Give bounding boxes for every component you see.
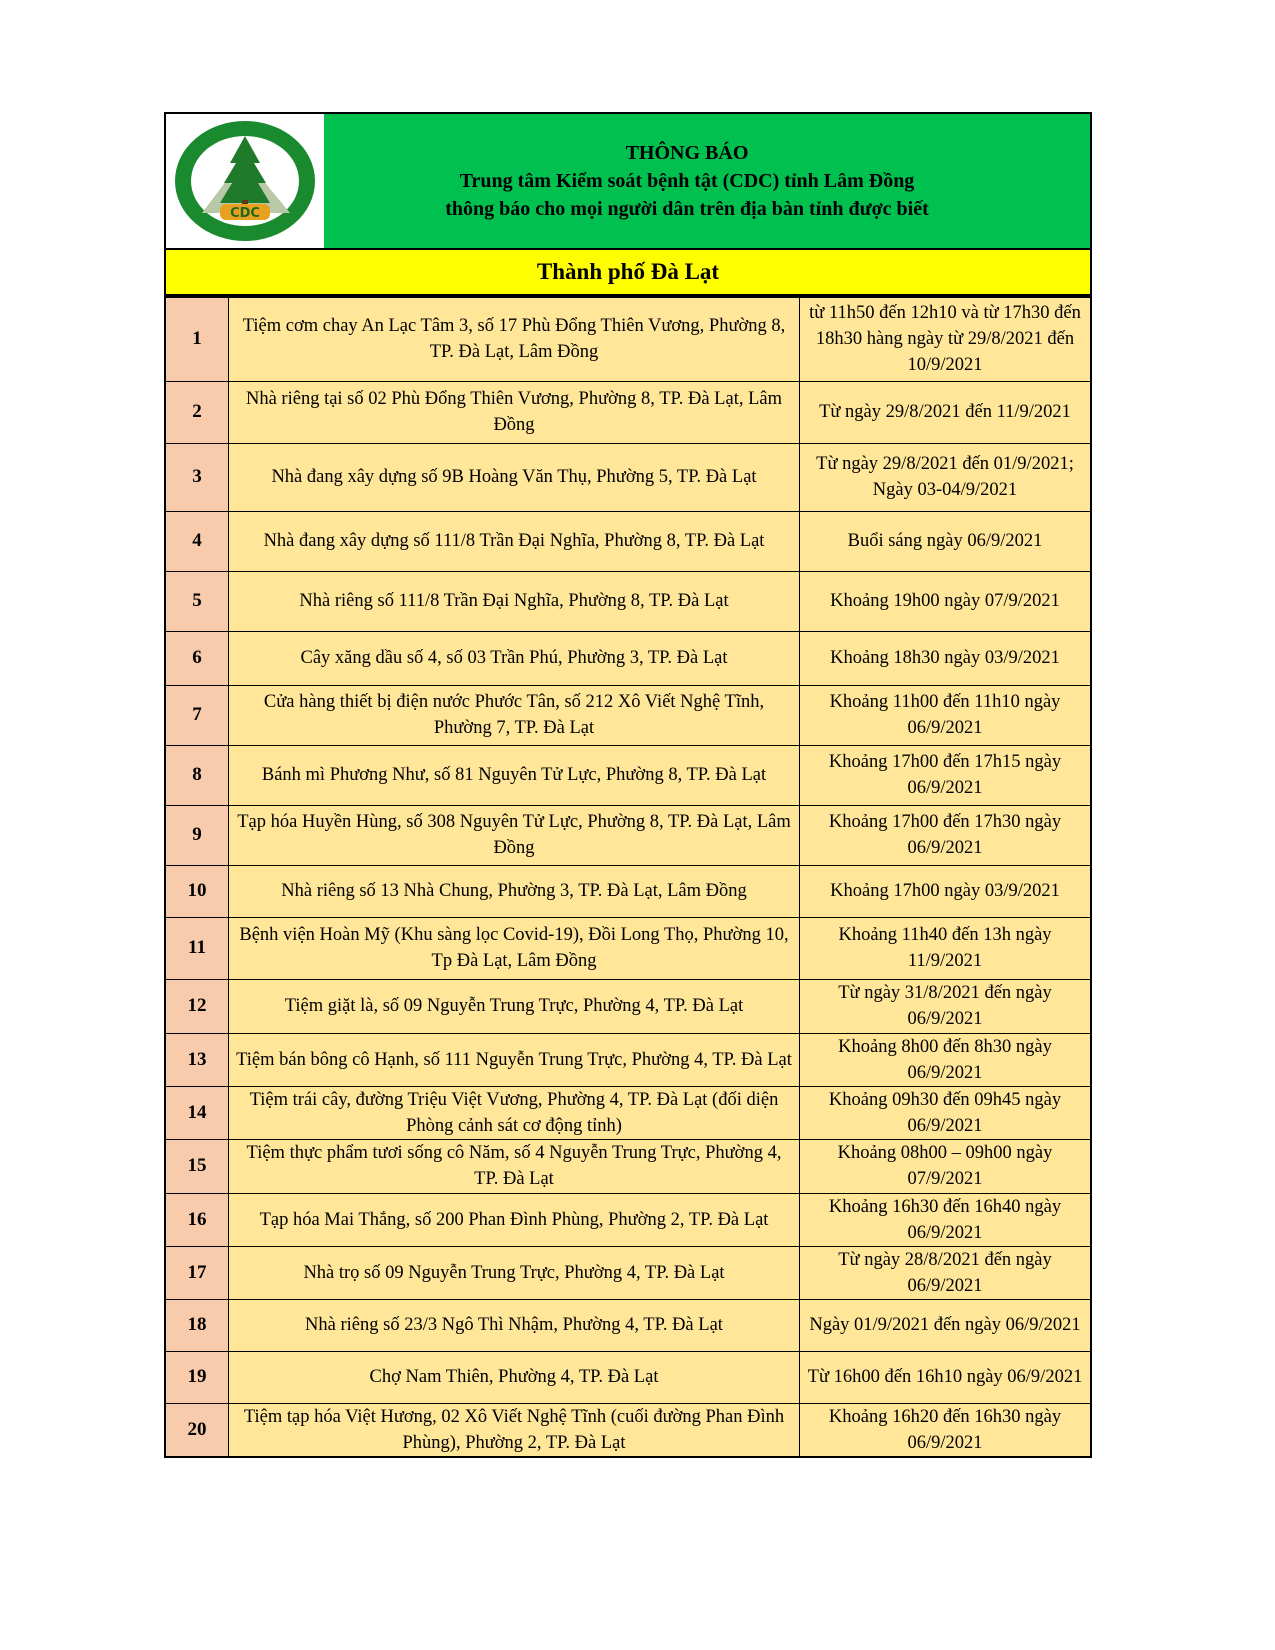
header-title-block <box>324 114 1090 248</box>
row-time: Từ ngày 28/8/2021 đến ngày 06/9/2021 <box>800 1246 1092 1299</box>
table-row <box>165 865 1091 917</box>
row-location: Tiệm giặt là, số 09 Nguyễn Trung Trực, Phường 4, TP. Đà Lạt <box>229 979 800 1033</box>
row-location: Nhà đang xây dựng số 9B Hoàng Văn Thụ, Phường 5, TP. Đà Lạt <box>229 443 800 511</box>
row-time: Khoảng 17h00 ngày 03/9/2021 <box>800 865 1092 917</box>
row-number: 7 <box>165 685 229 745</box>
row-time: Từ ngày 31/8/2021 đến ngày 06/9/2021 <box>800 979 1092 1033</box>
row-location: Nhà riêng số 111/8 Trần Đại Nghĩa, Phường 8, TP. Đà Lạt <box>229 571 800 631</box>
row-time: Khoảng 16h30 đến 16h40 ngày 06/9/2021 <box>800 1193 1092 1246</box>
notice-title: THÔNG BÁO <box>625 142 749 164</box>
row-number: 9 <box>165 805 229 865</box>
row-location: Cây xăng dầu số 4, số 03 Trần Phú, Phường 3, TP. Đà Lạt <box>229 631 800 685</box>
row-number: 14 <box>165 1086 229 1139</box>
row-number: 1 <box>165 297 229 381</box>
row-location: Bệnh viện Hoàn Mỹ (Khu sàng lọc Covid-19), Đồi Long Thọ, Phường 10, Tp Đà Lạt, Lâm Đồng <box>229 917 800 979</box>
row-time: Khoảng 11h40 đến 13h ngày 11/9/2021 <box>800 917 1092 979</box>
row-number: 5 <box>165 571 229 631</box>
notice-sheet <box>164 112 1092 1458</box>
table-row <box>165 745 1091 805</box>
table-row <box>165 443 1091 511</box>
row-time: Khoảng 8h00 đến 8h30 ngày 06/9/2021 <box>800 1033 1092 1086</box>
svg-text:CDC: CDC <box>230 206 260 221</box>
row-time: Khoảng 11h00 đến 11h10 ngày 06/9/2021 <box>800 685 1092 745</box>
row-location: Cửa hàng thiết bị điện nước Phước Tân, số 212 Xô Viết Nghệ Tĩnh, Phường 7, TP. Đà Lạt <box>229 685 800 745</box>
row-time: Khoảng 08h00 – 09h00 ngày 07/9/2021 <box>800 1139 1092 1193</box>
row-location: Tiệm tạp hóa Việt Hương, 02 Xô Viết Nghệ Tĩnh (cuối đường Phan Đình Phùng), Phường 2, TP. Đà Lạt <box>229 1403 800 1457</box>
row-number: 6 <box>165 631 229 685</box>
row-number: 12 <box>165 979 229 1033</box>
section-title: Thành phố Đà Lạt <box>164 248 1092 296</box>
row-number: 8 <box>165 745 229 805</box>
row-time: từ 11h50 đến 12h10 và từ 17h30 đến 18h30 hàng ngày từ 29/8/2021 đến 10/9/2021 <box>800 297 1092 381</box>
row-time: Khoảng 17h00 đến 17h15 ngày 06/9/2021 <box>800 745 1092 805</box>
row-number: 18 <box>165 1299 229 1351</box>
row-time: Từ 16h00 đến 16h10 ngày 06/9/2021 <box>800 1351 1092 1403</box>
table-row <box>165 571 1091 631</box>
cdc-logo <box>166 114 324 248</box>
table-row <box>165 1403 1091 1457</box>
table-row <box>165 1193 1091 1246</box>
table-row <box>165 1139 1091 1193</box>
row-number: 11 <box>165 917 229 979</box>
row-location: Tạp hóa Huyền Hùng, số 308 Nguyên Tử Lực, Phường 8, TP. Đà Lạt, Lâm Đồng <box>229 805 800 865</box>
table-row <box>165 1086 1091 1139</box>
table-row <box>165 1299 1091 1351</box>
row-number: 10 <box>165 865 229 917</box>
row-location: Tiệm bán bông cô Hạnh, số 111 Nguyễn Trung Trực, Phường 4, TP. Đà Lạt <box>229 1033 800 1086</box>
row-number: 13 <box>165 1033 229 1086</box>
row-time: Khoảng 17h00 đến 17h30 ngày 06/9/2021 <box>800 805 1092 865</box>
locations-table <box>164 296 1092 1458</box>
table-row <box>165 917 1091 979</box>
table-row <box>165 297 1091 381</box>
notice-subtitle: Trung tâm Kiểm soát bệnh tật (CDC) tỉnh Lâm Đồng <box>459 170 915 192</box>
row-location: Bánh mì Phương Như, số 81 Nguyên Tử Lực, Phường 8, TP. Đà Lạt <box>229 745 800 805</box>
row-location: Tiệm thực phẩm tươi sống cô Năm, số 4 Nguyễn Trung Trực, Phường 4, TP. Đà Lạt <box>229 1139 800 1193</box>
table-row <box>165 805 1091 865</box>
row-time: Buổi sáng ngày 06/9/2021 <box>800 511 1092 571</box>
row-location: Tiệm trái cây, đường Triệu Việt Vương, Phường 4, TP. Đà Lạt (đối diện Phòng cảnh sát cơ động tỉnh) <box>229 1086 800 1139</box>
row-number: 4 <box>165 511 229 571</box>
table-row <box>165 511 1091 571</box>
row-location: Tạp hóa Mai Thắng, số 200 Phan Đình Phùng, Phường 2, TP. Đà Lạt <box>229 1193 800 1246</box>
row-number: 20 <box>165 1403 229 1457</box>
row-time: Khoảng 19h00 ngày 07/9/2021 <box>800 571 1092 631</box>
notice-subtitle-2: thông báo cho mọi người dân trên địa bàn tỉnh được biết <box>445 198 929 220</box>
row-location: Chợ Nam Thiên, Phường 4, TP. Đà Lạt <box>229 1351 800 1403</box>
table-row <box>165 979 1091 1033</box>
row-number: 3 <box>165 443 229 511</box>
row-time: Từ ngày 29/8/2021 đến 01/9/2021; Ngày 03-04/9/2021 <box>800 443 1092 511</box>
pine-tree-mountain-logo-icon <box>172 118 318 244</box>
row-time: Từ ngày 29/8/2021 đến 11/9/2021 <box>800 381 1092 443</box>
table-row <box>165 1351 1091 1403</box>
row-location: Nhà riêng tại số 02 Phù Đổng Thiên Vương, Phường 8, TP. Đà Lạt, Lâm Đồng <box>229 381 800 443</box>
table-row <box>165 685 1091 745</box>
row-location: Nhà trọ số 09 Nguyễn Trung Trực, Phường 4, TP. Đà Lạt <box>229 1246 800 1299</box>
table-row <box>165 631 1091 685</box>
row-number: 16 <box>165 1193 229 1246</box>
row-time: Khoảng 18h30 ngày 03/9/2021 <box>800 631 1092 685</box>
table-row <box>165 381 1091 443</box>
row-number: 2 <box>165 381 229 443</box>
row-location: Nhà riêng số 13 Nhà Chung, Phường 3, TP. Đà Lạt, Lâm Đồng <box>229 865 800 917</box>
row-location: Tiệm cơm chay An Lạc Tâm 3, số 17 Phù Đổng Thiên Vương, Phường 8, TP. Đà Lạt, Lâm Đồng <box>229 297 800 381</box>
row-time: Khoảng 09h30 đến 09h45 ngày 06/9/2021 <box>800 1086 1092 1139</box>
row-location: Nhà đang xây dựng số 111/8 Trần Đại Nghĩa, Phường 8, TP. Đà Lạt <box>229 511 800 571</box>
row-time: Ngày 01/9/2021 đến ngày 06/9/2021 <box>800 1299 1092 1351</box>
row-location: Nhà riêng số 23/3 Ngô Thì Nhậm, Phường 4, TP. Đà Lạt <box>229 1299 800 1351</box>
row-number: 15 <box>165 1139 229 1193</box>
row-number: 17 <box>165 1246 229 1299</box>
notice-header <box>164 112 1092 248</box>
table-row <box>165 1246 1091 1299</box>
row-time: Khoảng 16h20 đến 16h30 ngày 06/9/2021 <box>800 1403 1092 1457</box>
table-row <box>165 1033 1091 1086</box>
row-number: 19 <box>165 1351 229 1403</box>
